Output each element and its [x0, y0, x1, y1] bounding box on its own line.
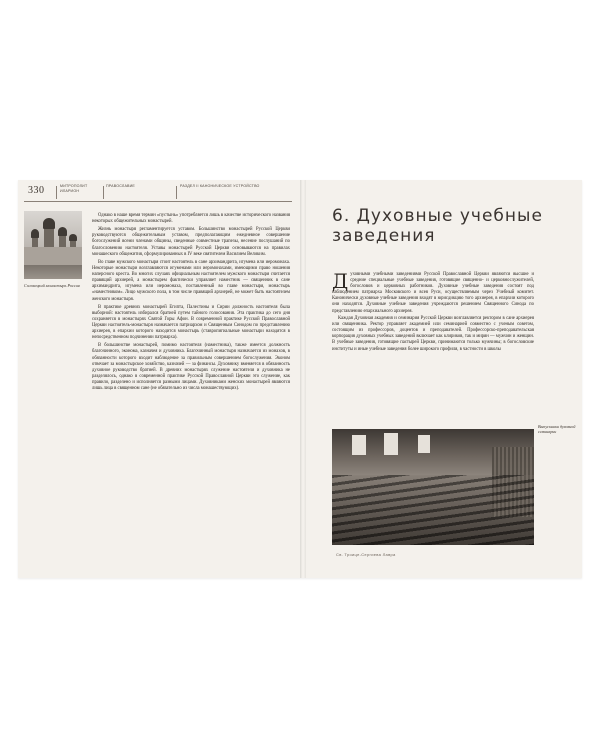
running-head-section: РАЗДЕЛ II КАНОНИЧЕСКОЕ УСТРОЙСТВО [180, 184, 260, 188]
photo-window [384, 433, 398, 455]
drop-cap: Д [332, 269, 349, 293]
first-paragraph-text: уховными учебными заведениями Русской Православной Церкви являются высшие и средние специальные учебные заведения, готовящие священно- и церковнослужителей, богословов и церковных работников. Духовные учебные заведения состоят под наблюдением патриарха Московского и всея Руси, осуществляемым через Учебный комитет. Канонически духовные учебные заведения входят в юрисдикцию того архиерея, в епархии которого они находятся. Духовные учебные заведения учреждаются решением Священного Синода по представлению епархиального архиерея. [332, 272, 534, 314]
body-paragraph: Во главе мужского монастыря стоит настоятель в сане архимандрита, игумена или иеромонаха. Некоторые монастыри возглавляются игуменами или иеромонахами, имеющими право ношения наперсного креста. Во многих случаях официальным настоятелем мужского монастыря считается правящий архиерей, а монастырем фактически управляет наместник — священник в сане архимандрита, игумена или иеромонаха, поставленный во главе монастыря, монастырь «наместником». Лицо мужского пола, в том числе правящий архиерей, не может быть настоятелем женского монастыря. [92, 259, 290, 302]
photo-wall [24, 247, 82, 265]
body-paragraph [332, 269, 534, 315]
photo-audience [332, 475, 534, 545]
body-paragraph: Однако в наше время термин «пустынь» употребляется лишь в качестве исторического названия некоторых общежительных монастырей. [92, 213, 290, 225]
photo-window [418, 435, 430, 453]
chapter-title: Духовные учебные заведения [332, 206, 543, 246]
monastery-photo-caption: Соловецкий монастырь Россия [24, 283, 80, 288]
page-number: 330 [28, 185, 45, 196]
seminary-photo-caption: Выпускники духовной семинарии [538, 424, 576, 435]
photo-dome [31, 229, 39, 238]
seminary-photo [332, 429, 534, 545]
body-paragraph: Каждая Духовная академия и семинария Русской Церкви возглавляется ректором в сане архиерея или священника. Ректор управляет академией или семинарией совместно с ученым советом, состоящим из профессоров, доцентов и преподавателей. Профессорско-преподавательская корпорация духовных учебных заведений включает как клириков, так и мирян — мужчин и женщин. В учебные заведения, готовящие пастырей Церкви, принимаются только мужчины; в богословские институты и иные учебные заведения более широкого профиля, в частности в школы [332, 316, 534, 352]
running-head-divider [56, 186, 57, 199]
running-head-divider [103, 186, 104, 199]
body-paragraph: В практике древних монастырей Египта, Палестины и Сирии должность настоятеля была выборной: настоятель избирался братией путем тайного голосования. Эта практика до сего дня сохраняется в монастырях Святой Горы Афон. В современной практике Русской Православной Церкви настоятель-монастыря назначается патриархом и Священным Синодом по представлению архиерея, в епархии которого находится монастырь (ставропигиальные монастыри находятся в непосредственном подчинении патриарха). [92, 304, 290, 341]
running-head-author: МИТРОПОЛИТ ИЛАРИОН [60, 184, 88, 193]
running-head-divider [176, 186, 177, 199]
chapter-number: 6. [332, 206, 351, 226]
photo-dome [58, 227, 67, 236]
running-head [24, 184, 292, 204]
chapter-heading [332, 206, 572, 246]
left-page [18, 180, 300, 578]
running-head-book: ПРАВОСЛАВИЕ [106, 184, 136, 188]
photo-dome [69, 234, 77, 241]
body-paragraph: Жизнь монастыря регламентируется уставом. Большинство монастырей Русской Церкви руководствуются общежительным уставом, предполагающим ежедневное совершение богослужений всеми членами общины, сведенные совместные трапезы, несение послушаний по благословению настоятеля. Уставы монастырей Русской Церкви основываются на правилах монашеского общежития, сформулированных в IV веке святителем Василием Великим. [92, 227, 290, 257]
left-body-text [92, 213, 290, 394]
photo-window [352, 435, 366, 455]
right-body-text [332, 269, 534, 354]
photo-dome [43, 218, 55, 229]
photo-water [24, 265, 82, 279]
body-paragraph: В большинстве монастырей, помимо настоятеля (наместника), также имеется должность благочинного, эконома, казначея и духовника. Благочинный монастыря назначается из монахов, в обязанности которого входит наблюдение за правильным совершением богослужения. Эконом отвечает за монастырское хозяйство, казначей — за финансы. Духовнику вменяется в обязанность духовное руководство братией. В древних монастырях служение настоятеля и духовника не разделялось, однако в современной практике Русской Православной Церкви это служение, как правило, разделено и исполняется разными лицами. Духовниками женских монастырей являются лишь лица в священном сане (не обязательно из числа монашествующих). [92, 343, 290, 392]
right-page [306, 180, 582, 578]
running-head-rule [24, 201, 292, 202]
page-folio: Св. Троице-Сергиева Лавра [336, 552, 396, 557]
book-spread [18, 180, 582, 578]
monastery-photo [24, 211, 82, 279]
